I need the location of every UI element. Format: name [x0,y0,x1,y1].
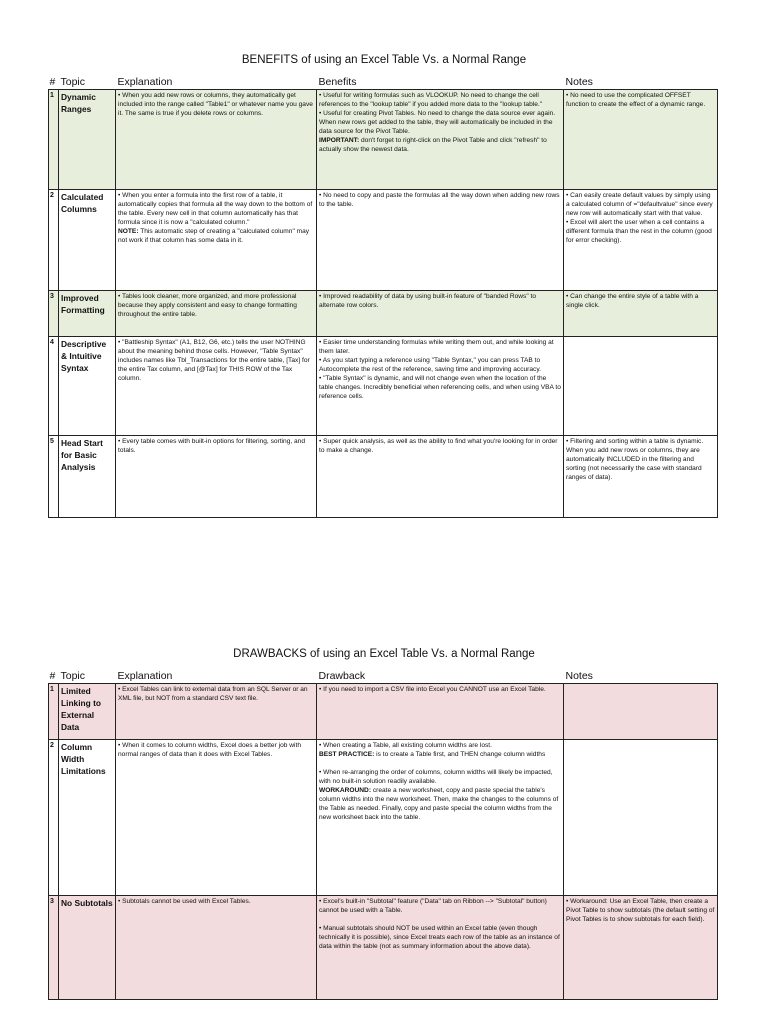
row-number: 5 [49,436,59,518]
row-explanation: • Subtotals cannot be used with Excel Tables. [116,896,317,1000]
explanation-text-cont: This automatic step of creating a "calculated column" may not work if that column has some data in it. [118,228,310,244]
notes-text: • Excel will alert the user when a cell contains a different formula than the rest in the column (good for error checking). [566,219,712,244]
row-notes [564,337,718,436]
benefit-text: • Easier time understanding formulas while writing them out, and while looking at them later. [319,339,554,355]
row-notes: • Filtering and sorting within a table is dynamic. When you add new rows or columns, they are automatically INCLUDED in the filtering and sorting (not necessarily the case with standard ranges of data). [564,436,718,518]
notes-text: • Can easily create default values by simply using a calculated column of ="defaultvalue" since every new row will automatically start with that value. [566,192,713,217]
row-number: 3 [49,291,59,337]
row-benefits: • Improved readability of data by using built-in feature of "banded Rows" to alternate row colors. [317,291,564,337]
row-number: 1 [49,90,59,190]
row-notes [564,190,718,291]
benefit-text: • "Table Syntax" is dynamic, and will not change even when the location of the table changes. Incredibly beneficial when referencing cells, and when using VBA to reference cells. [319,375,561,400]
row-notes: • No need to use the complicated OFFSET function to create the effect of a dynamic range. [564,90,718,190]
row-notes [564,684,718,740]
row-number: 1 [49,684,59,740]
row-benefits [317,90,564,190]
row-topic: Limited Linking to External Data [59,684,116,740]
row-drawback: • If you need to import a CSV file into Excel you CANNOT use an Excel Table. [317,684,564,740]
row-explanation: • Every table comes with built-in options for filtering, sorting, and totals. [116,436,317,518]
row-benefits: • Super quick analysis, as well as the ability to find what you're looking for in order to make a change. [317,436,564,518]
row-topic: Dynamic Ranges [59,90,116,190]
benefit-text-cont: don't forget to right-click on the Pivot Table and click "refresh" to actually show the newest data. [319,137,547,153]
row-number: 3 [49,896,59,1000]
important-label: IMPORTANT: [319,137,360,144]
row-explanation: • When you add new rows or columns, they automatically get included into the range called "Table1" or whatever name you gave it. The same is true if you delete rows or columns. [116,90,317,190]
table-row [49,436,718,518]
benefits-title: BENEFITS of using an Excel Table Vs. a Normal Range [241,54,527,66]
drawback-text: • When creating a Table, all existing column widths are lost. [319,742,492,749]
note-label: NOTE: [118,228,139,235]
table-row [49,337,718,436]
header-explanation: Explanation [117,670,173,682]
row-benefits: • No need to copy and paste the formulas all the way down when adding new rows to the table. [317,190,564,291]
header-benefits: Benefits [318,76,357,88]
row-topic: No Subtotals [59,896,116,1000]
benefits-table [48,76,718,518]
drawbacks-header-row [49,670,718,684]
header-num: # [49,76,56,88]
drawback-text: • Excel's built-in "Subtotal" feature ("Data" tab on Ribbon --> "Subtotal" button) cannot be used with a Table. [319,898,547,914]
header-notes: Notes [565,76,593,88]
row-explanation: • Tables look cleaner, more organized, and more professional because they apply consistent and easy to change formatting throughout the entire table. [116,291,317,337]
row-topic: Calculated Columns [59,190,116,291]
benefit-text: • Useful for creating Pivot Tables. No need to change the data source ever again. When new rows get added to the table, they will automatically be included in the data source for the Pivot Table. [319,110,556,135]
drawback-text: • Manual subtotals should NOT be used within an Excel table (even though technically it is possible), since Excel treats each row of the table as an instance of data within the table (not as summary information about the above data). [319,925,560,950]
header-num: # [49,670,56,682]
drawback-text-cont: is to create a Table first, and THEN change column widths [374,751,546,758]
table-row [49,740,718,896]
row-drawback [317,740,564,896]
table-row [49,190,718,291]
row-number: 2 [49,740,59,896]
row-drawback [317,896,564,1000]
row-explanation [116,190,317,291]
header-topic: Topic [60,76,86,88]
explanation-text: • When you enter a formula into the first row of a table, it automatically copies that formula all the way down to the bottom of the table. Every new cell in that column automatically has that formula since it is now a "calculated column." [118,192,313,226]
drawbacks-title: DRAWBACKS of using an Excel Table Vs. a Normal Range [233,648,535,660]
table-row [49,684,718,740]
header-notes: Notes [565,670,593,682]
row-notes: • Workaround: Use an Excel Table, then create a Pivot Table to show subtotals (the default setting of Pivot Tables is to show subtotals for each field). [564,896,718,1000]
table-row [49,291,718,337]
header-drawback: Drawback [318,670,366,682]
table-row [49,90,718,190]
row-benefits [317,337,564,436]
row-notes: • Can change the entire style of a table with a single click. [564,291,718,337]
row-number: 4 [49,337,59,436]
row-topic: Improved Formatting [59,291,116,337]
row-topic: Head Start for Basic Analysis [59,436,116,518]
row-explanation: • Excel Tables can link to external data from an SQL Server or an XML file, but NOT from a standard CSV text file. [116,684,317,740]
drawbacks-table [48,670,718,1000]
drawback-text: • When re-arranging the order of columns, column widths will likely be impacted, with no built-in solution readily available. [319,769,553,785]
best-practice-label: BEST PRACTICE: [319,751,375,758]
table-row [49,896,718,1000]
row-explanation: • When it comes to column widths, Excel does a better job with normal ranges of data than it does with Excel Tables. [116,740,317,896]
benefits-header-row [49,76,718,90]
row-topic: Column Width Limitations [59,740,116,896]
header-explanation: Explanation [117,76,173,88]
row-notes [564,740,718,896]
benefit-text [319,136,561,154]
header-topic: Topic [60,670,86,682]
row-topic: Descriptive & Intuitive Syntax [59,337,116,436]
drawback-text-cont: create a new worksheet, copy and paste special the table's column widths into the new worksheet. Then, make the changes to the columns of the Table as needed. Finally, copy and paste special the column widths from the new worksheet back into the table. [319,787,559,821]
workaround-label: WORKAROUND: [319,787,372,794]
row-number: 2 [49,190,59,291]
benefit-text: • As you start typing a reference using "Table Syntax," you can press TAB to Autocomplete the rest of the reference, saving time and improving accuracy. [319,357,541,373]
row-explanation: • "Battleship Syntax" (A1, B12, G6, etc.) tells the user NOTHING about the meaning behind those cells. However, "Table Syntax" includes names like Tbl_Transactions for the entire table, [Tax] for the entire Tax column, and [@Tax] for THIS ROW of the Tax column. [116,337,317,436]
benefit-text: • Useful for writing formulas such as VLOOKUP. No need to change the cell references to the "lookup table" if you added more data to the "lookup table." [319,92,543,108]
